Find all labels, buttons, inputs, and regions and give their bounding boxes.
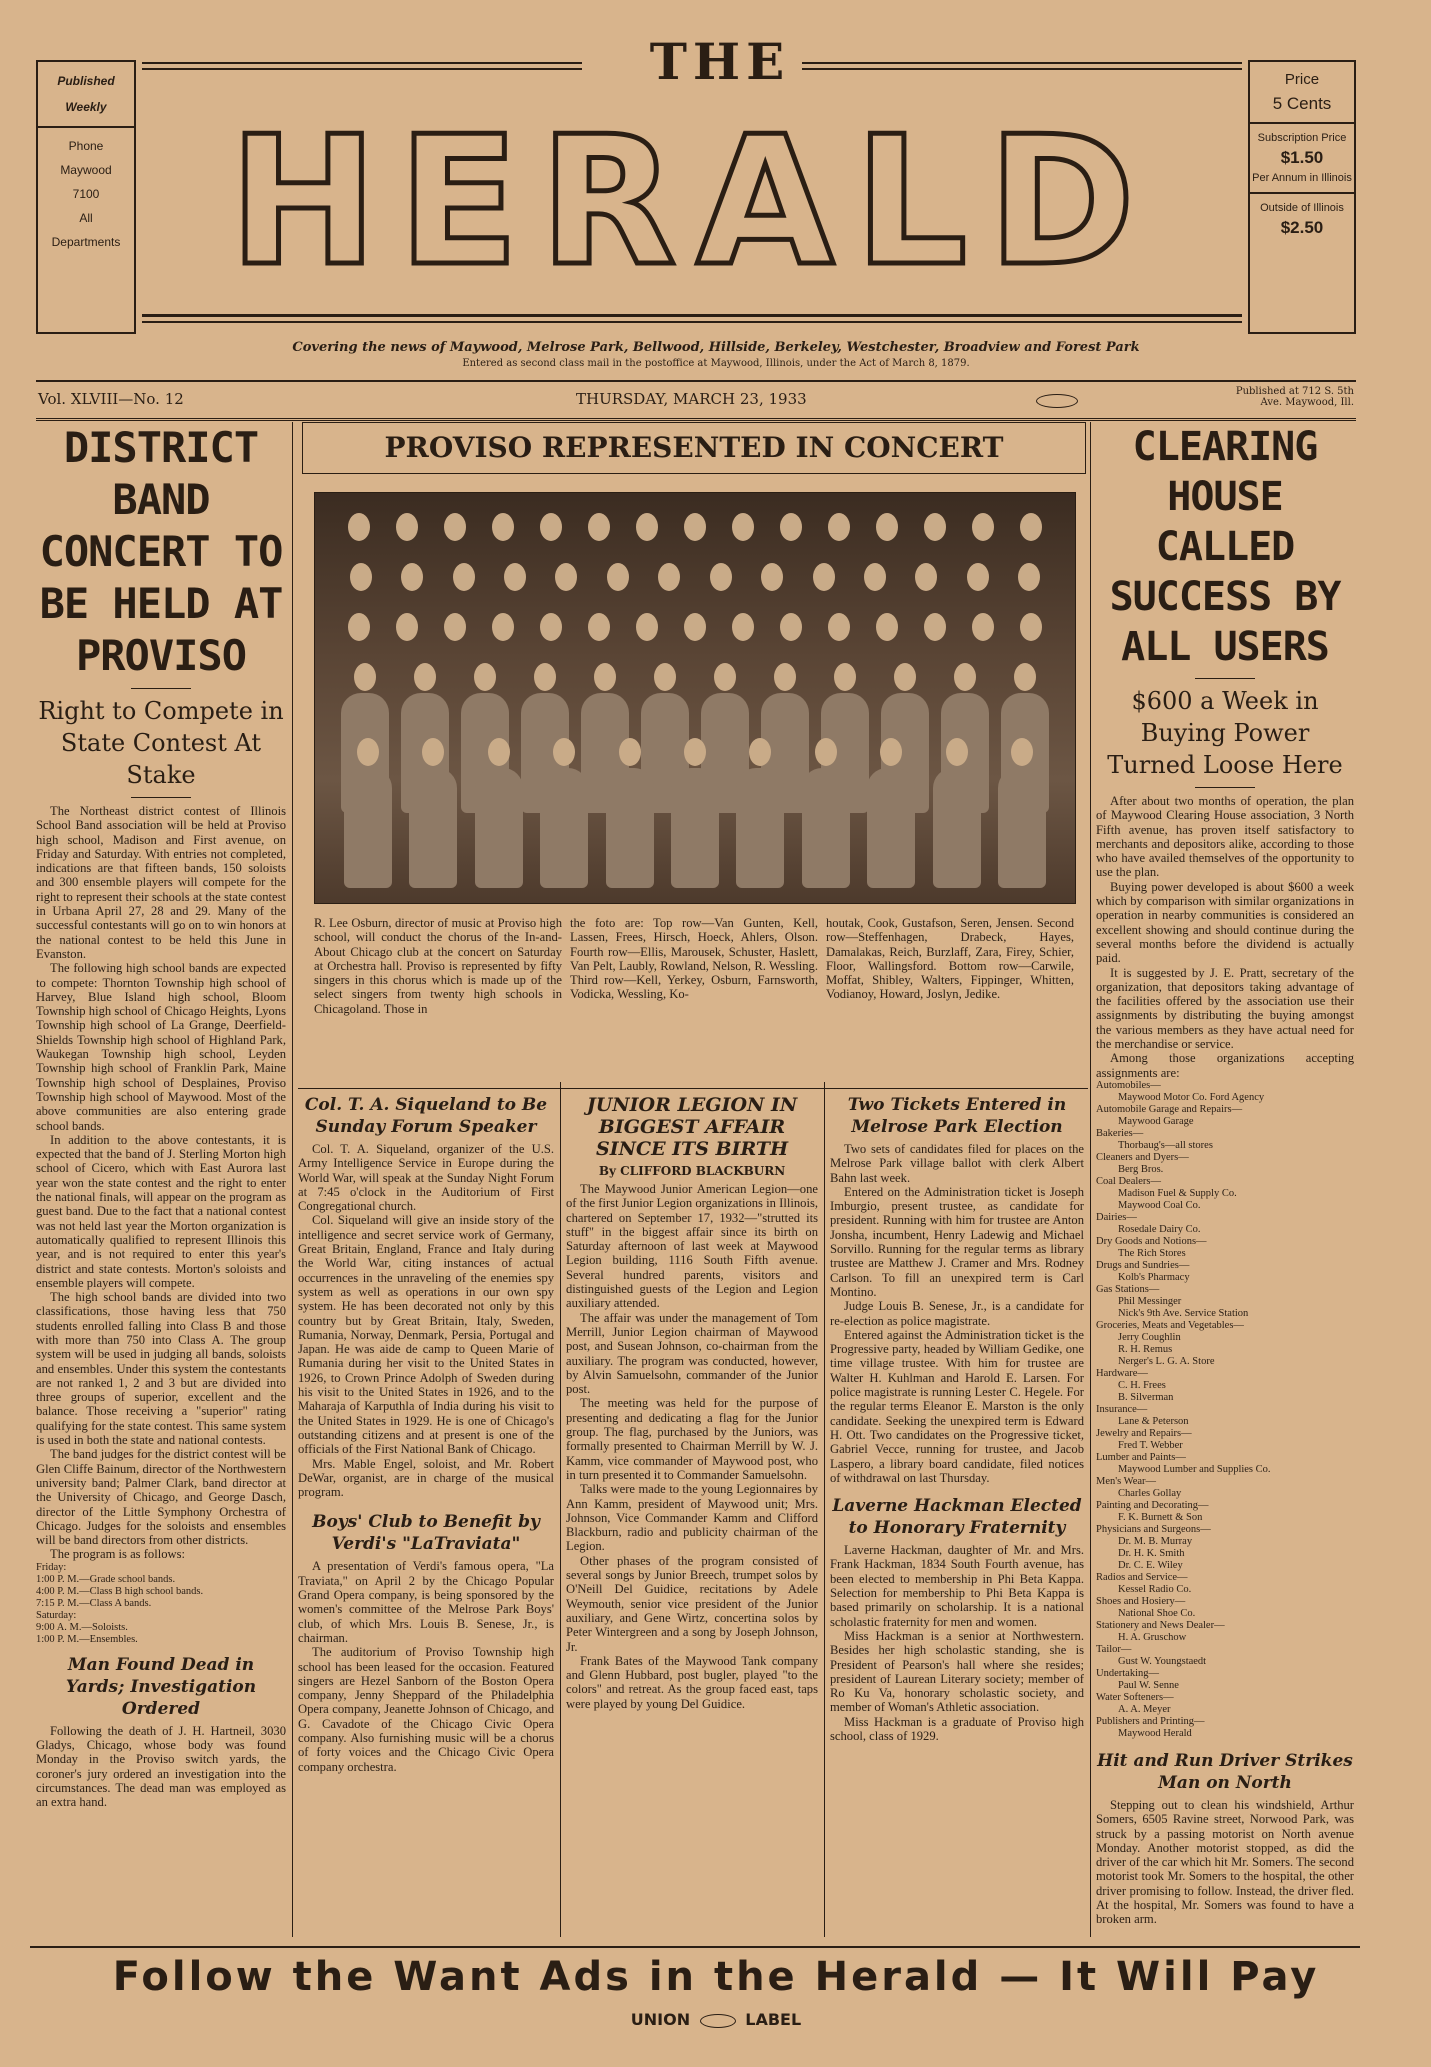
paragraph: Mrs. Mable Engel, soloist, and Mr. Robert DeWar, organist, are in charge of the musical program. [298, 1456, 554, 1500]
issue-date: THURSDAY, MARCH 23, 1933 [576, 390, 807, 408]
ear-price-label: Price [1284, 71, 1320, 88]
left-story-headline: DISTRICT BAND CONCERT TO BE HELD AT PROVISO [39, 423, 283, 680]
directory-entry: C. H. Frees [1118, 1379, 1166, 1391]
paragraph: The meeting was held for the purpose of presenting and dedicating a flag for the Junior group. The flag, purchased by the Juniors, was formally presented to Chairman Merrill by W. J. Kamm, vice commander of Maywood post, who in turn presented it to Commander Samuelsohn. [566, 1396, 818, 1482]
directory-entry: Berg Bros. [1118, 1163, 1164, 1175]
junior-legion-headline: JUNIOR LEGION IN BIGGEST AFFAIR SINCE ITS BIRTH [586, 1094, 798, 1160]
paragraph: Frank Bates of the Maywood Tank company and Glenn Hubbard, post bugler, played "to the colors" and retreat. As the group faced east, taps were played by young Del Guidice. [566, 1653, 818, 1711]
program-item: 7:15 P. M.—Class A bands. [36, 1597, 152, 1609]
siqueland-headline: Col. T. A. Siqueland to Be Sunday Forum Speaker [304, 1095, 548, 1137]
siqueland-story [298, 1094, 554, 1944]
ear-sub-price: $1.50 [1280, 148, 1324, 167]
program-list [36, 1562, 286, 1646]
masthead-the: THE [649, 32, 791, 91]
directory-entry: Jerry Coughlin [1118, 1331, 1181, 1343]
ear-maywood: Maywood [60, 163, 112, 177]
program-item: 1:00 P. M.—Ensembles. [36, 1633, 138, 1645]
directory-entry: Maywood Herald [1118, 1727, 1192, 1739]
hit-run-text: Stepping out to clean his windshield, Arthur Somers, 6505 Ravine street, Norwood Park, was struck by a passing motorist on North avenue Monday. Another motorist stopped, as did the driver of the car which hit Mr. Somers. The second motorist took Mr. Somers to the hospital, the other driver promising to follow. Instead, the driver fled. At the hospital, Mr. Somers was found to have a broken arm. [1096, 1797, 1354, 1927]
ear-departments: Departments [51, 235, 121, 249]
two-tickets-story [830, 1094, 1084, 1944]
directory-entry: A. A. Meyer [1118, 1703, 1171, 1715]
directory-entry: National Shoe Co. [1118, 1607, 1196, 1619]
paragraph: Entered against the Administration ticket is the Progressive party, headed by William Gedike, one time village trustee. With him for trustee are Walter H. Kuhlman and Harold E. Larsen. For police magistrate is running Lester C. Hegele. For the regular terms Eleanor E. Marston is the only candidate. Seeking the unexpired term is Edward H. Ott. Two candidates on the Progressive ticket, Gabriel Vecce, running for trustee, and Jacob Laspero, a library board candidate, filed notices of withdrawal on last Thursday. [830, 1327, 1084, 1485]
program-item: Friday: [36, 1561, 67, 1573]
union-logo-icon [1036, 394, 1078, 408]
paragraph: The auditorium of Proviso Township high school has been leased for the occasion. Featured singers are Hezel Sanborn of the Boston Opera company, Jenny Sheppard of the Philadelphia Opera company, Jeanette Johnson of Chicago, and G. Cavadote of the Chicago Civic Opera company. Also furnishing music will be a chorus of forty voices and the Chicago Civic Opera company orchestra. [298, 1645, 554, 1774]
paragraph: The Maywood Junior American Legion—one of the first Junior Legion organizations in Illinois, chartered on September 17, 1932—"strutted its stuff" in the biggest affair since its birth on Saturday afternoon of last week at Maywood Legion building, 1116 South Fifth avenue. Several hundred parents, visitors and distinguished guests of the Legion and Legion auxiliary attended. [566, 1182, 818, 1311]
directory-entry: Maywood Motor Co. Ford Agency [1118, 1091, 1265, 1103]
volume-number: Vol. XLVIII—No. 12 [38, 390, 184, 408]
directory-category: Stationery and News Dealer— [1096, 1619, 1225, 1631]
directory-entry: Kessel Radio Co. [1118, 1583, 1192, 1595]
directory-entry: Dr. M. B. Murray [1118, 1535, 1193, 1547]
ear-sub-note: Per Annum in Illinois [1252, 172, 1352, 184]
divider [1195, 678, 1255, 679]
clearing-house-subhead: $600 a Week in Buying Power Turned Loose Here [1107, 687, 1343, 779]
directory-category: Hardware— [1096, 1367, 1148, 1379]
paragraph: The high school bands are divided into two classifications, those having less that 750 students enrolled falling into Class B and those with more than 750 into Class A. The group system will be used in judging all bands, soloists and ensembles. Under this system the contestants are not ranked 1, 2 and 3 but are divided into three groups of superior, excellent and the balance. Those receiving a "superior" rating qualifying for the state contest. This same system is used in both the state and national contests. [36, 1290, 286, 1448]
paragraph: Two sets of candidates filed for places on the Melrose Park village ballot with clerk Albert Bahn last week. [830, 1142, 1084, 1185]
directory-entry: Dr. H. K. Smith [1118, 1547, 1185, 1559]
column-rule-4 [1090, 422, 1091, 1937]
directory-category: Automobiles— [1096, 1079, 1161, 1091]
ear-sub-label: Subscription Price [1257, 132, 1347, 144]
paragraph: The following high school bands are expected to compete: Thornton Township high school of Harvey, Blue Island high school, Bloom Township high school of Chicago Heights, Lyons Township high school of La Grange, Deerfield-Shields Township high school of Highland Park, Waukegan Township high school, Leyden Township high school of Franklin Park, Maine Township high school of Desplaines, Proviso Township high school of Maywood. Most of the above communities are also entering grade school bands. [36, 961, 286, 1133]
photo-caption: the foto are: Top row—Van Gunten, Kell, Lassen, Frees, Hirsch, Hoeck, Ahlers, Olson. Fourth row—Ellis, Marousek, Schuster, Haslett, Van Pelt, Laubly, Rowland, Nelson, R. Wessling. Third row—Kell, Yerkey, Osburn, Farnsworth, Vodicka, Wessling, Ko- [570, 916, 818, 1002]
caption-col-2 [570, 916, 818, 1086]
paragraph: Judge Louis B. Senese, Jr., is a candidate for re-election as police magistrate. [830, 1299, 1084, 1328]
directory-category: Lumber and Paints— [1096, 1451, 1186, 1463]
directory-entry: Madison Fuel & Supply Co. [1118, 1187, 1237, 1199]
directory-category: Publishers and Printing— [1096, 1715, 1205, 1727]
boys-club-headline: Boys' Club to Benefit by Verdi's "LaTraviata" [312, 1512, 540, 1555]
footer-rule [30, 1946, 1360, 1948]
directory-entry: Gust W. Youngstaedt [1118, 1655, 1207, 1667]
ear-published: Published [57, 74, 115, 88]
directory-category: Drugs and Sundries— [1096, 1259, 1190, 1271]
directory-entry: Lane & Peterson [1118, 1415, 1189, 1427]
directory-category: Dry Goods and Notions— [1096, 1235, 1207, 1247]
directory-category: Jewelry and Repairs— [1096, 1427, 1192, 1439]
photo-caption: R. Lee Osburn, director of music at Proviso high school, will conduct the chorus of the In-and-About Chicago club at the concert on Saturday at Orchestra hall. Proviso is represented by fifty singers in this chorus which is made up of the select singers from twenty high schools in Chicagoland. Those in [314, 916, 562, 1016]
directory-category: Shoes and Hosiery— [1096, 1595, 1186, 1607]
merchant-directory [1096, 1080, 1354, 1740]
directory-entry: Phil Messinger [1118, 1295, 1182, 1307]
paragraph: Other phases of the program consisted of several songs by Junior Breech, trumpet solos by O'Neill Del Guidice, recitations by Adele Weymouth, senior vice president of the Junior auxiliary, and Gene Wirtz, concertina solos by Peter Wintergreen and a song by Joseph Johnson, Jr. [566, 1553, 818, 1654]
directory-category: Undertaking— [1096, 1667, 1159, 1679]
postal-notice: Entered as second class mail in the postoffice at Maywood, Illinois, under the Act of March 8, 1879. [462, 358, 970, 369]
directory-entry: Rosedale Dairy Co. [1118, 1223, 1201, 1235]
ear-outside-label: Outside of Illinois [1260, 202, 1344, 214]
divider [298, 1088, 1088, 1089]
program-item: 9:00 A. M.—Soloists. [36, 1621, 128, 1633]
left-ear-box [36, 60, 136, 334]
man-found-text: Following the death of J. H. Hartneil, 3030 Gladys, Chicago, whose body was found Monday in the Proviso switch yards, the coroner's jury ordered an investigation into the circumstances. The dead man was employed as an extra hand. [36, 1723, 286, 1810]
directory-entry: Thorbaug's—all stores [1118, 1139, 1213, 1151]
left-story [36, 422, 286, 1942]
directory-category: Groceries, Meats and Vegetables— [1096, 1319, 1244, 1331]
dateline-bar [36, 380, 1356, 421]
directory-category: Men's Wear— [1096, 1475, 1157, 1487]
column-rule-3 [824, 1082, 825, 1937]
byline: By CLIFFORD BLACKBURN [598, 1164, 786, 1178]
paragraph: Talks were made to the young Legionnaires by Ann Kamm, president of Maywood unit; Mrs. Johnson, Vice Commander Kamm and Clifford Blackburn, radio and publicity chairman of the Legion. [566, 1482, 818, 1554]
program-item: 1:00 P. M.—Grade school bands. [36, 1573, 176, 1585]
paragraph: Entered on the Administration ticket is Joseph Imburgio, present trustee, as candidate for president. Running with him for trustee are Anton Jonsha, incumbent, Henry Ladewig and Michael Sorvillo. Running for the regular terms as library trustee are Matthew J. Cramer and Mrs. Rodney Carlson. To fill an unexpired term is Carl Montino. [830, 1184, 1084, 1299]
left-story-subhead: Right to Compete in State Contest At Stake [38, 697, 284, 789]
paragraph: It is suggested by J. E. Pratt, secretary of the organization, that depositors taking advantage of the facilities offered by the association use their assignments by distributing the buying amongst the various members as they have actual need for the merchandise or service. [1096, 965, 1354, 1052]
column-rule-1 [292, 422, 293, 1937]
directory-entry: F. K. Burnett & Son [1118, 1511, 1203, 1523]
hackman-headline: Laverne Hackman Elected to Honorary Fraternity [832, 1496, 1082, 1539]
paragraph: The band judges for the district contest will be Glen Cliffe Bainum, director of the Northwestern university band; Palmer Clark, band director at the University of Chicago, and George Dasch, director of the Little Symphony Orchestra of Chicago. Judges for the soloists and ensembles will be band directors from other districts. [36, 1447, 286, 1548]
directory-category: Automobile Garage and Repairs— [1096, 1103, 1243, 1115]
two-tickets-headline: Two Tickets Entered in Melrose Park Election [847, 1095, 1067, 1137]
directory-entry: Nick's 9th Ave. Service Station [1118, 1307, 1249, 1319]
directory-entry: Paul W. Senne [1118, 1679, 1179, 1691]
directory-category: Water Softeners— [1096, 1691, 1174, 1703]
directory-entry: Maywood Coal Co. [1118, 1199, 1201, 1211]
paragraph: The Northeast district contest of Illinois School Band association will be held at Proviso high school, Madison and First avenue, on Friday and Saturday. With entries not completed, indications are that fifteen bands, 150 soloists and 300 ensemble players will compete for the right to represent their schools at the state contest in Urbana April 27, 28 and 29. Many of the successful contestants will go on to win honors at the national contest to be held this June in Evanston. [36, 804, 286, 961]
paragraph: Miss Hackman is a graduate of Proviso high school, class of 1929. [830, 1714, 1084, 1743]
union-label-left: UNION [630, 2010, 691, 2029]
paragraph: The program is as follows: [50, 1547, 186, 1562]
program-item: 4:00 P. M.—Class B high school bands. [36, 1585, 204, 1597]
directory-entry: R. H. Remus [1118, 1343, 1173, 1355]
paragraph: The affair was under the management of Tom Merrill, Junior Legion chairman of Maywood post, and Susean Johnson, co-chairman from the auxiliary. The program was conducted, however, by Alvin Samuelsohn, commander of the Junior post. [566, 1310, 818, 1397]
program-item: Saturday: [36, 1609, 77, 1621]
concert-headline: PROVISO REPRESENTED IN CONCERT [302, 422, 1086, 474]
directory-category: Cleaners and Dyers— [1096, 1151, 1189, 1163]
directory-entry: The Rich Stores [1118, 1247, 1186, 1259]
directory-entry: B. Silverman [1118, 1391, 1174, 1403]
directory-category: Physicians and Surgeons— [1096, 1523, 1211, 1535]
paragraph: In addition to the above contestants, it is expected that the band of J. Sterling Morton high school of Cicero, which with East Aurora last year won the state contest and the right to enter the national finals, will appear on the program as guest band. Due to the fact that a national contest was not held last year the Morton organization is automatically qualified to represent Illinois this year, and is not required to enter this year's district and state contests. Morton's soloists and ensemble players will compete. [36, 1132, 286, 1290]
ear-all: All [79, 211, 93, 225]
photo-caption: houtak, Cook, Gustafson, Seren, Jensen. Second row—Steffenhagen, Drabeck, Hayes, Damalakas, Reich, Burzlaff, Zara, Firey, Schier, Floor, Wallingsford. Bottom row—Carwile, Moffat, Shibley, Walters, Fippinger, Whitten, Vodianoy, Howard, Joslyn, Jedike. [826, 916, 1074, 1002]
union-label-right: LABEL [745, 2010, 802, 2029]
masthead-bottom-rule [142, 314, 1242, 323]
hit-run-headline: Hit and Run Driver Strikes Man on North [1097, 1750, 1353, 1793]
paragraph: After about two months of operation, the plan of Maywood Clearing House association, 3 North Fifth avenue, has proven itself satisfactory to merchants and depositors alike, according to those who have availed themselves of the opportunity to use the plan. [1096, 794, 1354, 880]
divider [131, 688, 191, 689]
paragraph: Col. T. A. Siqueland, organizer of the U.S. Army Intelligence Service in Europe during the World War, will speak at the Sunday Night Forum at 7:45 o'clock in the Auditorium of First Congregational church. [298, 1142, 554, 1214]
coverage-line: Covering the news of Maywood, Melrose Park, Bellwood, Hillside, Berkeley, Westchester, Broadview and Forest Park [292, 340, 1140, 355]
directory-entry: H. A. Gruschow [1118, 1631, 1187, 1643]
publication-address: Published at 712 S. 5th Ave. Maywood, Ill. [1235, 386, 1354, 408]
want-ads-banner: Follow the Want Ads in the Herald — It Will Pay [112, 1954, 1320, 2000]
masthead-title: HERALD [228, 98, 1156, 305]
paragraph: Among those organizations accepting assignments are: [1096, 1051, 1354, 1080]
clearing-house-headline: CLEARING HOUSE CALLED SUCCESS BY ALL USERS [1109, 424, 1341, 670]
directory-category: Coal Dealers— [1096, 1175, 1162, 1187]
directory-entry: Fred T. Webber [1118, 1439, 1183, 1451]
paragraph: Miss Hackman is a senior at Northwestern. Besides her high scholastic standing, she is President of Pearson's hall where she resides; president of Laurean Literary society; member of Ro Ku Va, honorary scholastic society, and member of Woman's Athletic association. [830, 1628, 1084, 1715]
directory-category: Insurance— [1096, 1403, 1148, 1415]
ear-outside-price: $2.50 [1280, 218, 1324, 237]
ear-price: 5 Cents [1272, 94, 1332, 113]
directory-category: Bakeries— [1096, 1127, 1144, 1139]
directory-category: Gas Stations— [1096, 1283, 1160, 1295]
newspaper-page [30, 22, 1402, 2052]
union-label [30, 2010, 1402, 2029]
ear-number: 7100 [72, 187, 100, 201]
directory-entry: Nerger's L. G. A. Store [1118, 1355, 1215, 1367]
caption-col-3 [826, 916, 1074, 1086]
clearing-house-story [1096, 422, 1354, 1942]
paragraph: Buying power developed is about $600 a week which by comparison with similar organizations in operation in nearby communities is considered an excellent showing and should continue during the several months before the dividend is actually paid. [1096, 879, 1354, 966]
divider [131, 797, 191, 798]
ear-phone: Phone [68, 139, 104, 153]
directory-category: Tailor— [1096, 1643, 1132, 1655]
man-found-headline: Man Found Dead in Yards; Investigation Ordered [65, 1654, 257, 1719]
divider [1195, 787, 1255, 788]
chorus-photo [314, 492, 1076, 904]
paragraph: A presentation of Verdi's famous opera, "La Traviata," on April 2 by the Chicago Popular Grand Opera company, is being sponsored by the women's committee of the Melrose Park Boys' club, of which Mrs. Louis B. Senese, Jr., is chairman. [298, 1559, 554, 1645]
directory-entry: Dr. C. E. Wiley [1118, 1559, 1183, 1571]
directory-entry: Maywood Garage [1118, 1115, 1194, 1127]
directory-category: Radios and Service— [1096, 1571, 1188, 1583]
caption-col-1 [314, 916, 562, 1086]
junior-legion-story [566, 1094, 818, 1944]
paragraph: Col. Siqueland will give an inside story of the intelligence and secret service work of Germany, Great Britain, England, France and Italy during the World War, citing instances of actual occurrences in the unraveling of the enemies spy system as well as operations in our own spy system. He has been decorated not only by this country but by Great Britain, Italy, Sweden, Rumania, Norway, Denmark, Persia, Portugal and Japan. He was aide de camp to Queen Marie of Rumania during her visit to the United States in 1926, to Crown Prince Adolph of Sweden during his visit to the United States in 1926, and to the Maharaja of Karputhla of India during his visit to the United States in 1929. He is one of Chicago's outstanding citizens and at present is one of the officials of the First National Bank of Chicago. [298, 1213, 554, 1457]
directory-category: Painting and Decorating— [1096, 1499, 1209, 1511]
union-bug-icon [700, 2014, 736, 2028]
directory-entry: Maywood Lumber and Supplies Co. [1118, 1463, 1271, 1475]
column-rule-2 [560, 1082, 561, 1937]
right-ear-box [1248, 60, 1356, 334]
directory-entry: Charles Gollay [1118, 1487, 1182, 1499]
directory-category: Dairies— [1096, 1211, 1137, 1223]
directory-entry: Kolb's Pharmacy [1118, 1271, 1190, 1283]
ear-weekly: Weekly [65, 100, 107, 114]
paragraph: Laverne Hackman, daughter of Mr. and Mrs. Frank Hackman, 1834 South Fourth avenue, has been elected to membership in Phi Beta Kappa. Selection for membership to Phi Beta Kappa is based primarily on scholarship. It is a national scholastic fraternity for men and women. [830, 1543, 1084, 1629]
